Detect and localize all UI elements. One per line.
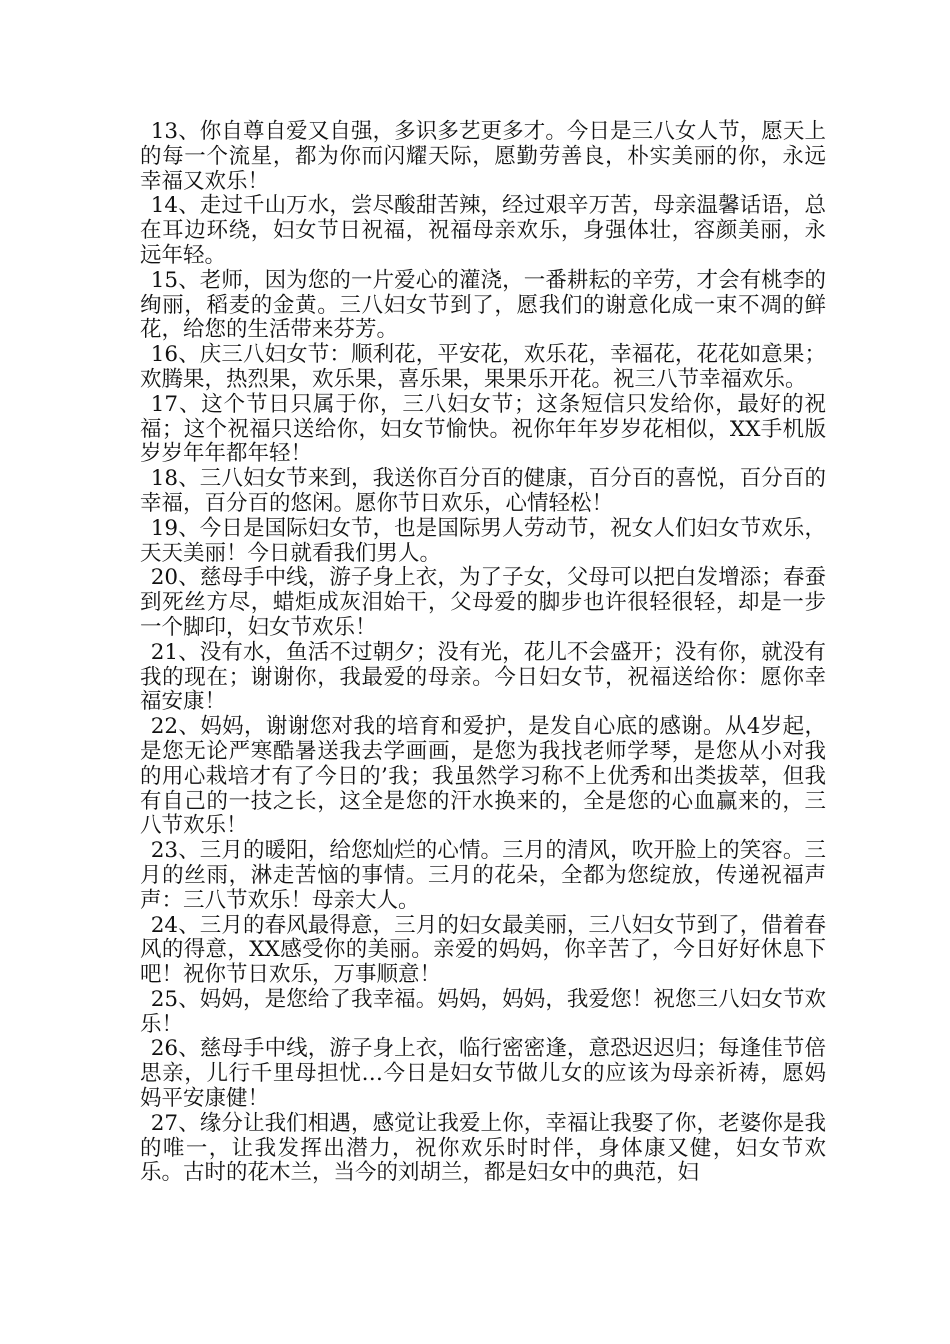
paragraph-18: 18、三八妇女节来到，我送你百分百的健康，百分百的喜悦，百分百的幸福，百分百的悠闲。愿你节日欢乐，心情轻松！ bbox=[140, 466, 826, 516]
paragraph-17: 17、这个节日只属于你，三八妇女节；这条短信只发给你，最好的祝福；这个祝福只送给你，妇女节愉快。祝你年年岁岁花相似，XX手机版岁岁年年都年轻！ bbox=[140, 391, 826, 467]
paragraph-14: 14、走过千山万水，尝尽酸甜苦辣，经过艰辛万苦，母亲温馨话语，总在耳边环绕，妇女节日祝福，祝福母亲欢乐，身强体壮，容颜美丽，永远年轻。 bbox=[140, 193, 826, 268]
paragraph-16: 16、庆三八妇女节：顺利花，平安花，欢乐花，幸福花，花花如意果；欢腾果，热烈果，欢乐果，喜乐果，果果乐开花。祝三八节幸福欢乐。 bbox=[140, 342, 826, 392]
paragraph-19: 19、今日是国际妇女节，也是国际男人劳动节，祝女人们妇女节欢乐，天天美丽！今日就看我们男人。 bbox=[140, 515, 826, 566]
paragraph-25: 25、妈妈，是您给了我幸福。妈妈，妈妈，我爱您！祝您三八妇女节欢乐！ bbox=[140, 986, 826, 1037]
paragraph-22: 22、妈妈，谢谢您对我的培育和爱护，是发自心底的感谢。从4岁起，是您无论严寒酷暑送我去学画画，是您为我找老师学琴，是您从小对我的用心栽培才有了今日的’我；我虽然学习称不上优秀和出类拔萃，但我有自己的一技之长，这全是您的汗水换来的，全是您的心血赢来的，三八节欢乐！ bbox=[140, 714, 826, 839]
paragraph-21: 21、没有水，鱼活不过朝夕；没有光，花儿不会盛开；没有你，就没有我的现在；谢谢你，我最爱的母亲。今日妇女节，祝福送给你：愿你幸福安康！ bbox=[140, 639, 826, 715]
paragraph-20: 20、慈母手中线，游子身上衣，为了子女，父母可以把白发增添；春蚕到死丝方尽，蜡炬成灰泪始干，父母爱的脚步也许很轻很轻，却是一步一个脚印，妇女节欢乐！ bbox=[140, 565, 826, 640]
paragraph-24: 24、三月的春风最得意，三月的妇女最美丽，三八妇女节到了，借着春风的得意，XX感受你的美丽。亲爱的妈妈，你辛苦了，今日好好休息下吧！祝你节日欢乐，万事顺意！ bbox=[140, 912, 826, 988]
paragraph-13: 13、你自尊自爱又自强，多识多艺更多才。今日是三八女人节，愿天上的每一个流星，都为你而闪耀天际，愿勤劳善良，朴实美丽的你，永远幸福又欢乐！ bbox=[140, 119, 826, 194]
paragraph-23: 23、三月的暖阳，给您灿烂的心情。三月的清风，吹开脸上的笑容。三月的丝雨，淋走苦恼的事情。三月的花朵，全都为您绽放，传递祝福声声：三八节欢乐！母亲大人。 bbox=[140, 838, 826, 913]
document-body bbox=[140, 120, 826, 1186]
paragraph-15: 15、老师，因为您的一片爱心的灌浇，一番耕耘的辛劳，才会有桃李的绚丽，稻麦的金黄。三八妇女节到了，愿我们的谢意化成一束不凋的鲜花，给您的生活带来芬芳。 bbox=[140, 267, 826, 343]
paragraph-27: 27、缘分让我们相遇，感觉让我爱上你，幸福让我娶了你，老婆你是我的唯一，让我发挥出潜力，祝你欢乐时时伴，身体康又健，妇女节欢乐。古时的花木兰，当今的刘胡兰，都是妇女中的典范，妇 bbox=[140, 1110, 826, 1186]
paragraph-26: 26、慈母手中线，游子身上衣，临行密密逢，意恐迟迟归；每逢佳节倍思亲，儿行千里母担忧…今日是妇女节做儿女的应该为母亲祈祷，愿妈妈平安康健！ bbox=[140, 1036, 826, 1112]
